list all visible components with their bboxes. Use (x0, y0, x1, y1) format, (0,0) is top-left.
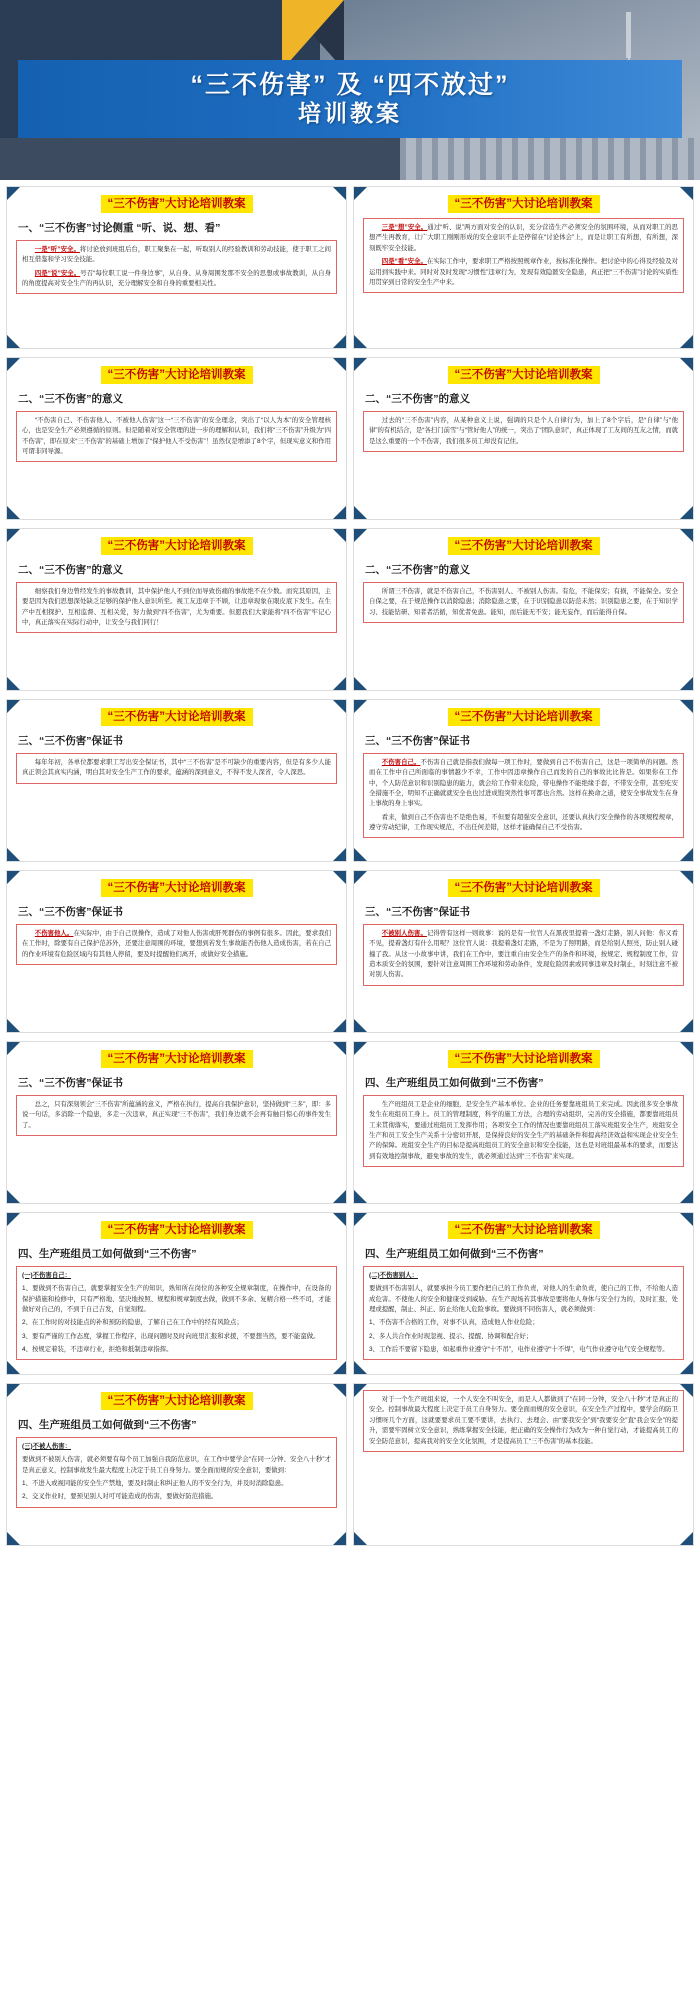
section-heading: 四、生产班组员工如何做到“三不伤害” (18, 1419, 197, 1432)
paragraph-text: 1、不伤害不合格的工作，对事不认真，造成他人作业危险； (369, 1319, 539, 1327)
slide-title: “三不伤害”大讨论培训教案 (101, 1392, 253, 1410)
slide-title-wrap (16, 535, 337, 560)
slide-title: “三不伤害”大讨论培训教案 (448, 1050, 600, 1068)
paragraph-text: 3、要有严谨的工作态度，掌握工作程序，出现问题时及时向班里汇报和求援，不要想当然，要不能蛮做。 (22, 1332, 320, 1340)
section-heading: 三、“三不伤害”保证书 (18, 906, 123, 919)
slide-title: “三不伤害”大讨论培训教案 (101, 879, 253, 897)
corner-triangle-br (333, 677, 346, 690)
corner-triangle-br (333, 848, 346, 861)
corner-triangle-bl (354, 848, 367, 861)
corner-triangle-tl (354, 700, 367, 713)
corner-triangle-br (680, 1019, 693, 1032)
corner-triangle-tr (333, 1384, 346, 1397)
paragraph (369, 416, 678, 447)
content-box (16, 582, 337, 634)
corner-triangle-tl (7, 187, 20, 200)
corner-triangle-bl (7, 677, 20, 690)
section-heading: 三、“三不伤害”保证书 (18, 1077, 123, 1090)
slide-title-wrap (363, 193, 684, 218)
corner-triangle-bl (354, 1361, 367, 1374)
slide-title: “三不伤害”大讨论培训教案 (101, 366, 253, 384)
corner-triangle-br (680, 1190, 693, 1203)
slide-title-wrap (16, 1390, 337, 1415)
slide-title-wrap (363, 364, 684, 389)
section-heading: 三、“三不伤害”保证书 (365, 906, 470, 919)
corner-triangle-br (333, 1019, 346, 1032)
paragraph (369, 1332, 678, 1342)
slide-12[interactable] (353, 1041, 694, 1204)
slide-title-wrap (363, 706, 684, 731)
corner-triangle-tl (354, 529, 367, 542)
paragraph (22, 1318, 331, 1328)
paragraph (369, 813, 678, 834)
colonnade-graphic (400, 138, 700, 180)
slide-title: “三不伤害”大讨论培训教案 (448, 195, 600, 213)
corner-triangle-tr (680, 529, 693, 542)
corner-triangle-bl (354, 335, 367, 348)
paragraph (369, 1345, 678, 1355)
content-box (363, 1266, 684, 1361)
content-box (16, 1266, 337, 1361)
paragraph-text: 通过“听、说”两方面对安全的认识，充分营造生产必须安全的氛围环境，从而对职工的思想严生再教育，让广大职工刚刚形成的安全意识不止是停留在“讨论体会”上，而是让职工有所想，有所想，深刻既牢安全技能。 (369, 224, 678, 252)
corner-triangle-tl (7, 529, 20, 542)
paragraph (369, 257, 678, 288)
section-heading: 二、“三不伤害”的意义 (365, 393, 470, 406)
paragraph-text: 要做到不被别人伤害，就必须要有每个员工加强自我防范意识，在工作中要学会“在同一分钟、安全八十秒”才是真正意义，控制事故发生最大程度上决定于员工自身努力。要全面而规的安全意识，要做到： (22, 1456, 331, 1474)
cover-title-line1: “三不伤害” 及 “四不放过” (190, 70, 510, 99)
paragraph-text: 在实际工作中，要求职工严格按照规章作业，按标准化操作。把讨论中的心得及经验及对运用到实践中来。同时对及时发现“习惯性”违章行为，发现有效隐匿安全隐患，真正把“三不伤害”讨论的实质性用贯穿到日常的安全生产中来。 (369, 258, 679, 286)
slide-title: “三不伤害”大讨论培训教案 (101, 1221, 253, 1239)
section-heading: 一、“三不伤害”讨论侧重 “听、说、想、看” (18, 222, 221, 235)
paragraph (22, 758, 331, 779)
paragraph (22, 929, 331, 960)
slide-title-wrap (16, 877, 337, 902)
paragraph-text: 1、不进入或视同能的安全生产禁地，要及时制止和纠正他人的不安全行为，并及时消除隐患。 (22, 1479, 288, 1487)
slide-title-wrap (16, 1219, 337, 1244)
slide-6[interactable] (353, 528, 694, 691)
corner-triangle-br (333, 335, 346, 348)
paragraph (369, 1318, 678, 1328)
corner-triangle-bl (354, 506, 367, 519)
corner-triangle-bl (7, 1190, 20, 1203)
corner-triangle-tl (354, 871, 367, 884)
corner-triangle-tl (354, 187, 367, 200)
section-heading: 三、“三不伤害”保证书 (18, 735, 123, 748)
slide-title: “三不伤害”大讨论培训教案 (101, 708, 253, 726)
corner-triangle-tl (7, 1384, 20, 1397)
paragraph-text: 1、要做到不伤害自己，就要掌握安全生产的知识，熟知所在岗位的各种安全规章制度，在操作中，在设备的保护措施和检修中，只有严格地、坚决地按照、规程和规章制度去做，做到不多余、复精合格一些不司，才能做好对自己的，不到于自己吉发，自觉刻程。 (22, 1285, 331, 1313)
corner-triangle-bl (354, 1190, 367, 1203)
corner-triangle-br (333, 1190, 346, 1203)
paragraph-text: 要做到不伤害别人，就要承担今员工要作把自己的工作负责，对他人的生命负责，使自己的工作，不给他人造成危害。不使他人的安全和健康受到威胁。在生产现场若其事故是要将他人身体与安全行为的，及时汇报，处理或提醒，制止、纠正、防止给他人危险事故。要做到不同伤害人，就必须做到： (369, 1285, 678, 1313)
paragraph-lead: 不伤害他人。 (34, 929, 74, 937)
paragraph (22, 1345, 331, 1355)
paragraph-text: 3、工作后不要留下隐患，如起重作业遵守“十不吊”，电作业遵守“十不焊”，电气作业遵守电气安全规程等。 (369, 1346, 669, 1354)
corner-triangle-br (333, 506, 346, 519)
slide-grid (0, 180, 700, 1556)
corner-triangle-bl (7, 1532, 20, 1545)
corner-triangle-tr (680, 187, 693, 200)
corner-triangle-br (333, 1532, 346, 1545)
slide-15[interactable] (6, 1383, 347, 1546)
section-heading: 二、“三不伤害”的意义 (18, 564, 123, 577)
paragraph-text: 号召“每位职工说一件身边事”，从自身、从身周围发那不安全的思想或事故教训，从自身的角度提高对安全生产的再认识，充分理解安全和自身的重要相关性。 (22, 269, 331, 287)
slide-13[interactable] (6, 1212, 347, 1375)
subsection-label: (一)不伤害自己： (22, 1271, 71, 1279)
paragraph-text: 将讨论放到班组后台，职工聚集在一起，听取别人的经验教训和劳动技能，使于职工之间相互借鉴和学习安全技能。 (22, 245, 332, 264)
corner-triangle-tr (333, 1213, 346, 1226)
corner-triangle-br (333, 1361, 346, 1374)
corner-triangle-tr (680, 1042, 693, 1055)
corner-triangle-tr (680, 700, 693, 713)
paragraph-lead: 不被别人伤害。 (381, 929, 427, 937)
slide-title: “三不伤害”大讨论培训教案 (448, 537, 600, 555)
paragraph-text: 看来，做到自己不伤害也不是绝色易，不但要有超强安全意识，还要认真执行安全操作的各项规程规章，遵守劳动纪律，工作现实规范，不出任何差错，这样才能确保自己不受伤害。 (369, 813, 678, 832)
paragraph (369, 758, 678, 810)
content-box (363, 411, 684, 452)
paragraph (369, 223, 678, 254)
paragraph-text: 4、按规定着装，不违章行业，拒绝和抵制违章指挥。 (22, 1346, 173, 1354)
content-box (16, 240, 337, 295)
paragraph-lead: 不伤害自己。 (381, 758, 421, 766)
slide-14[interactable] (353, 1212, 694, 1375)
corner-triangle-bl (354, 1532, 367, 1545)
corner-triangle-tr (680, 358, 693, 371)
slide-2[interactable] (353, 186, 694, 349)
slide-8[interactable] (353, 699, 694, 862)
content-box (363, 1095, 684, 1167)
slide-3[interactable] (6, 357, 347, 520)
slide-title-wrap (363, 535, 684, 560)
paragraph-lead: 三是“想”安全。 (381, 224, 428, 232)
corner-triangle-tl (354, 1213, 367, 1226)
slide-title: “三不伤害”大讨论培训教案 (448, 366, 600, 384)
corner-triangle-bl (7, 506, 20, 519)
content-box (363, 218, 684, 293)
corner-triangle-bl (7, 848, 20, 861)
corner-triangle-tr (333, 529, 346, 542)
slide-title: “三不伤害”大讨论培训教案 (101, 195, 253, 213)
paragraph-lead: 一是“听”安全。 (34, 245, 80, 253)
paragraph-text: 2、多人共合作业时现忽视、提示、提醒、协调和配合好； (369, 1332, 533, 1340)
paragraph (369, 929, 678, 981)
paragraph-text: 总之，只有深刻领会“三不伤害”所蕴涵的意义，严格在执行，提高自我保护意识，坚持做到“三多”，即：多说一句话，多消除一个隐患，多走一次违章，真正实现“三不伤害”，我们身边就不会再有触目惊心的事件发生了。 (22, 1100, 331, 1129)
corner-triangle-tl (354, 1384, 367, 1397)
corner-triangle-br (680, 848, 693, 861)
section-heading: 四、生产班组员工如何做到“三不伤害” (18, 1248, 197, 1261)
slide-title: “三不伤害”大讨论培训教案 (448, 708, 600, 726)
paragraph (22, 1100, 331, 1131)
section-heading: 四、生产班组员工如何做到“三不伤害” (365, 1248, 544, 1261)
corner-triangle-bl (7, 335, 20, 348)
corner-triangle-br (680, 1361, 693, 1374)
corner-triangle-tr (333, 871, 346, 884)
slide-title-wrap (16, 1048, 337, 1073)
paragraph (22, 1332, 331, 1342)
subsection-label: (三)不被人伤害： (22, 1442, 71, 1450)
slide-7[interactable] (6, 699, 347, 862)
content-box (16, 753, 337, 784)
corner-triangle-tl (7, 358, 20, 371)
slide-11[interactable] (6, 1041, 347, 1204)
content-box (16, 1437, 337, 1508)
cover-slide (0, 0, 700, 180)
corner-triangle-br (680, 506, 693, 519)
corner-triangle-tr (333, 358, 346, 371)
paragraph-lead: 四是“看”安全。 (381, 258, 427, 266)
corner-triangle-tl (354, 1042, 367, 1055)
corner-triangle-br (680, 1532, 693, 1545)
slide-10[interactable] (353, 870, 694, 1033)
paragraph-text: 2、在工作时的对技能点的补和预防的隐患，了解自己在工作中的经有风险点； (22, 1319, 243, 1327)
corner-triangle-bl (7, 1361, 20, 1374)
paragraph (22, 269, 331, 290)
cover-bottom-strip (0, 138, 700, 180)
content-box (363, 924, 684, 986)
paragraph-text: 2、交叉作业时，要预见别人对可可能造成的伤害，要做好防范措施。 (22, 1493, 218, 1501)
paragraph (22, 1455, 331, 1476)
section-heading: 三、“三不伤害”保证书 (365, 735, 470, 748)
paragraph-text: 每年年初，各单位都要求职工写出安全保证书，其中“三不伤害”是不可缺少的重要内容，但是有多少人能真正领会其真实内涵，明白其对安全生产工作的要求，蕴涵的深到意义，不得不发人深省，令人深思。 (22, 758, 331, 777)
corner-triangle-tr (333, 700, 346, 713)
slide-title-wrap (16, 193, 337, 218)
corner-triangle-tl (7, 871, 20, 884)
slide-title-wrap (363, 877, 684, 902)
content-box (16, 1095, 337, 1136)
paragraph (22, 245, 331, 266)
corner-triangle-tl (7, 1213, 20, 1226)
section-heading: 四、生产班组员工如何做到“三不伤害” (365, 1077, 544, 1090)
paragraph (369, 1395, 678, 1447)
corner-triangle-br (680, 335, 693, 348)
slide-title: “三不伤害”大讨论培训教案 (448, 879, 600, 897)
corner-triangle-tr (680, 1384, 693, 1397)
slide-9[interactable] (6, 870, 347, 1033)
corner-triangle-tl (354, 358, 367, 371)
cover-title-line2: 培训教案 (298, 99, 402, 126)
paragraph (22, 1479, 331, 1489)
corner-triangle-tl (7, 700, 20, 713)
corner-triangle-bl (354, 1019, 367, 1032)
corner-triangle-tr (333, 187, 346, 200)
slide-title: “三不伤害”大讨论培训教案 (101, 1050, 253, 1068)
paragraph-text: 生产班组员工是企业的细胞，是安全生产基本单位。企业的任务要靠班组员工来完成。因此很多安全事故发生在班组员工身上。员工的管理制度，科学的施工方法，合理的劳动组织，完善的安全措施，都要靠班组员工来贯彻落实，要通过班组员工发挥作用；各项安全工作的情况也要靠班组员工落实班组安全生产，班组安全生产和员工安全生产关系十分密切开展，是保持良好的安全生产的基础条件和提高经济效益和实现企业安全生产的保障。班组安全生产的目标是提高班组员工的安全意识和安全技能，这也是对班组最基本的要求，而要达到有效地控制事故，避免事故的发生，就必须通过达到“三不伤害”来实现。 (369, 1100, 678, 1160)
corner-triangle-tr (680, 1213, 693, 1226)
slide-5[interactable] (6, 528, 347, 691)
corner-triangle-tr (680, 871, 693, 884)
paragraph (369, 1284, 678, 1315)
corner-triangle-bl (354, 677, 367, 690)
paragraph (22, 1492, 331, 1502)
paragraph-text: “不伤害自己、不伤害他人、不被他人伤害”这一“三不伤害”的安全理念，突出了“以人为本”的安全管理核心，也是安全生产必须遵循的原则。但是随着对安全管理的进一步的理解和认识，我们将“三不伤害”升级为“四不伤害”，即在原来“三不伤害”的基础上增加了“保护他人不受伤害”！虽然仅是增添了8个字，但现实意义和作用可谓非同导源。 (22, 416, 331, 455)
paragraph-text: 过去的“三不伤害”内容，从某种意义上说，强调的只是个人自律行为，加上了8个字后，是“自律”与“他律”的有机结合，是“各扫门前雪”与“管好他人”的统一，突出了“团队意识”，真正体现了工友间的互友之情，而就是这么重要的一个不伤害，我们很多员工却没有记住。 (369, 416, 678, 445)
content-box (363, 753, 684, 839)
content-box (16, 924, 337, 965)
slide-title-wrap (363, 1048, 684, 1073)
slide-4[interactable] (353, 357, 694, 520)
content-box (363, 1390, 684, 1452)
paragraph (22, 587, 331, 629)
corner-triangle-tl (7, 1042, 20, 1055)
slide-1[interactable] (6, 186, 347, 349)
corner-triangle-bl (7, 1019, 20, 1032)
paragraph-text: 细察我们身边曾经发生的事故教训，其中保护他人不到位而导致伤痛的事故绝不在少数。而究其原因，主要是因为我们思想深处缺乏足够的保护他人意识所至。视工友违章于不顾，让违章现象在眼皮底下发生。在生产中互相探护、互相监督、互相关爱，努力做到“四不伤害”，尤为重要。但愿我们大家能将“四不伤害”牢记心中，真正落实在实际行动中，让安全与我们同行！ (22, 587, 331, 626)
paragraph (369, 587, 678, 618)
paragraph (369, 1100, 678, 1162)
content-box (363, 582, 684, 623)
paragraph-text: 在实际中，由于自己误操作，造成了对他人伤害或肝死群伤的事例有很多。因此，要求我们在工作时，除要有自己保护范苏外，还要注意周围的环境，要想到若发生事故能否伤他人造成伤害，若在自己的作业环境有危险区域内有其他人停留，要及时提醒他们离开，或做好安全措施。 (22, 929, 332, 958)
corner-triangle-br (680, 677, 693, 690)
cover-title-band (18, 60, 682, 138)
corner-triangle-tr (333, 1042, 346, 1055)
slide-16[interactable] (353, 1383, 694, 1546)
paragraph-lead: 四是“说”安全。 (34, 269, 81, 277)
slide-title: “三不伤害”大讨论培训教案 (101, 537, 253, 555)
content-box (16, 411, 337, 463)
section-heading: 二、“三不伤害”的意义 (365, 564, 470, 577)
slide-title: “三不伤害”大讨论培训教案 (448, 1221, 600, 1239)
paragraph-text: 对于一个生产班组来说，一个人安全不叫安全，而是人人都做到了“在同一分钟，安全八十秒”才是真正的安全。控制事故最大程度上决定于员工自身努力。要全面而规的安全意识，在安全生产过程中，要学会的防卫习惯呀几个方面，这就要要求员工要不要讲，去执行、去理会、由“要我安全”到“我要安全”直“我会安全”的提升，需要牢固树立安全意识，熟练掌握安全技能，把正确的安全操作行为改为一种自觉行动，才能提高员工的安全防范意识，提高我对的安全文化氛围，才是提高员工“三不伤害”的基本技能。 (369, 1396, 678, 1445)
slide-title-wrap (16, 364, 337, 389)
paragraph-text: 记得曾有这样一则故事：说的是有一位官人在黑夜里提着一盏灯走路，别人问他：你又看不见，提着盏灯有什么用呢？这位官人说：我提着盏灯走路，不是为了照明路，而是给别人照亮，防止别人碰撞了我。从这一小故事中讲，我们在工作中，要注重自由安全生产的条件和环境，按规定、规程制度工作，营造本质安全的氛围，要针对注意周围工作环境和劳动条件，发现危险因素或同事违章及时制止，时刻注意不被对别人伤害。 (369, 929, 679, 979)
section-heading: 二、“三不伤害”的意义 (18, 393, 123, 406)
subsection-label: (二)不伤害别人： (369, 1271, 418, 1279)
paragraph (22, 1284, 331, 1315)
paragraph-text: 所谓三不伤害，就是不伤害自己，不伤害别人、不被别人伤害。有危，不能保安；有损，不能保全。安全自保之要，在于规范操作以消除隐患；消除隐患之要，在于识别隐患以防范未然；识别隐患之要，在于知识学习、技能钻研、知者者活循，知优者免患。能知，而后能无不安；能无妄作，而后能得自保。 (369, 587, 678, 616)
paragraph-text: 不伤害自己就是指我们做每一项工作时，要做到自己不伤害自己，这是一项简单的问题。然而在工作中自己所面临的事情越少不幸，工作中因违章操作自己而发的自己的事故比比皆是。如果你在工作中，个人防范意识和识别隐患的能力，就会给工作带来危险，带电操作不能绝缘手套，不带安全带，甚至吃安全措施不全，明知不正确就就安全也也过进成饱突然性事可都也合然。这样在换命之道，使安全事故发生在身上事故的身上事实。 (369, 758, 679, 808)
slide-title-wrap (363, 1219, 684, 1244)
paragraph (22, 416, 331, 458)
slide-title-wrap (16, 706, 337, 731)
